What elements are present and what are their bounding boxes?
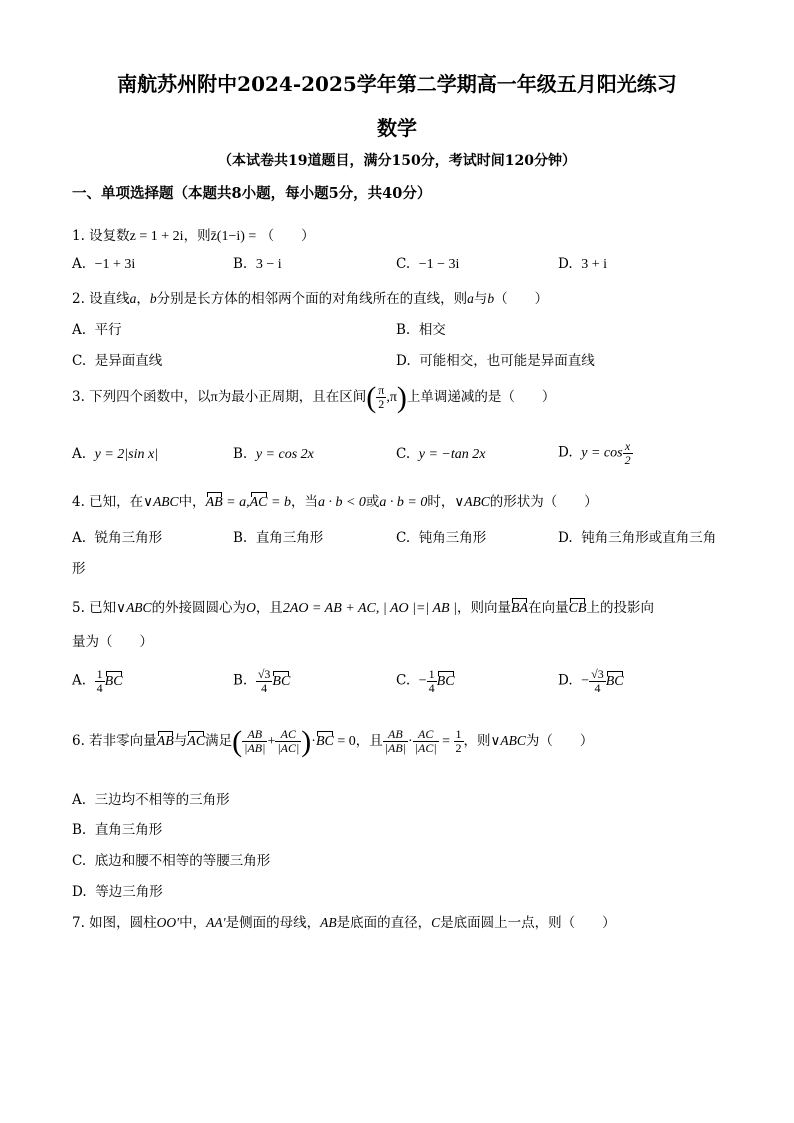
q6-eq: = [438, 734, 454, 749]
q1-option-a [72, 256, 135, 273]
q1-prefix: 1. 设复数 [72, 228, 130, 244]
q3-option-a [72, 446, 158, 463]
q4-abc: ABC [153, 494, 179, 509]
option-label: D. [558, 256, 573, 272]
q6-frac4 [413, 728, 439, 754]
frac-num: √3 [257, 667, 271, 681]
q4-vector-ab: AB [205, 495, 223, 510]
frac-den: 4 [428, 680, 435, 695]
q2-mid: 分别是长方体的相邻两个面的对角线所在的直线，则 [156, 291, 468, 307]
option-label: A. [72, 792, 87, 808]
q6-plus: + [267, 734, 276, 749]
q4-eq2: = b [267, 495, 291, 510]
option-coef [95, 668, 105, 694]
option-text: 底边和腰不相等的等腰三角形 [94, 853, 271, 869]
question-4 [72, 490, 598, 511]
q5-expr: 2AO = AB + AC, | AO |=| AB | [282, 601, 457, 616]
q6-option-b [72, 818, 162, 838]
q5-o: O [246, 600, 256, 615]
q6-option-c [72, 849, 270, 869]
frac-den: 2 [455, 741, 462, 755]
q5-option-b [233, 668, 290, 694]
frac-num: AB [383, 728, 408, 742]
option-label: A. [72, 530, 87, 546]
q6-half [454, 728, 464, 754]
option-label: A. [72, 672, 87, 689]
q7-aa: AA′ [206, 915, 226, 930]
q5-option-d [558, 668, 624, 694]
option-text: 3 − i [255, 257, 282, 272]
q5-option-c [396, 668, 455, 694]
option-coef [256, 668, 273, 694]
q4-option-d-wrap: 形 [72, 561, 86, 577]
option-label: A. [72, 256, 87, 272]
option-label: A. [72, 322, 87, 338]
q2-var-b: b [149, 291, 157, 306]
frac-num: x [623, 440, 633, 454]
q6-frac3 [383, 728, 408, 754]
q6-vector-ab: AB [156, 734, 174, 749]
option-label: B. [233, 530, 248, 546]
question-5 [72, 596, 654, 617]
q5-mid2: ，且 [255, 600, 283, 616]
q5-suffix: 上的投影向 [586, 600, 654, 616]
q6-prefix: 6. 若非零向量 [72, 733, 157, 749]
q4-suffix: 的形状为（ ） [489, 494, 598, 510]
option-text: y = cos 2x [255, 447, 314, 462]
option-text: 可能相交，也可能是异面直线 [419, 353, 595, 369]
option-label: C. [396, 446, 411, 462]
q6-abc: ABC [500, 733, 526, 748]
q6-option-a [72, 788, 230, 808]
q6-mid2: ，且 [355, 733, 383, 749]
q4-mid3: 时，∨ [427, 494, 465, 510]
q2-option-d [396, 349, 595, 369]
option-text: 直角三角形 [255, 530, 324, 546]
q1-option-c [396, 256, 459, 273]
section-heading: 一、单项选择题（本题共8小题，每小题5分，共40分） [72, 185, 432, 202]
q4-option-b [233, 526, 323, 546]
option-label: C. [72, 353, 87, 369]
option-vector: BC [436, 673, 455, 689]
q4-mid1: 中， [178, 494, 206, 510]
q6-dot2: · [408, 734, 413, 749]
option-label: D. [396, 353, 411, 369]
q3-option-c [396, 446, 485, 463]
q6-paren-right: ) [301, 725, 312, 758]
option-text: 平行 [94, 322, 122, 338]
question-6 [72, 725, 594, 758]
q5-line2: 量为（ ） [72, 634, 153, 650]
q7-ab: AB [320, 915, 337, 930]
q4-eq1: = a, [222, 495, 250, 510]
q1-mid: ，则 [183, 228, 211, 244]
frac-num: 1 [455, 727, 462, 742]
q1-option-d [558, 256, 607, 273]
frac-den: |AC| [414, 741, 437, 755]
q6-option-d [72, 880, 163, 900]
q3-interval-tail: ,π [386, 390, 397, 405]
option-text: 三边均不相等的三角形 [94, 792, 230, 808]
q3-prefix: 3. 下列四个函数中，以 [72, 389, 211, 405]
q1-expr: z = 1 + 2i [129, 229, 184, 244]
q5-mid4: 在向量 [528, 600, 569, 616]
frac-den: 2 [378, 397, 385, 411]
q4-option-a [72, 526, 162, 546]
q4-cond1: a · b < 0 [317, 495, 366, 510]
option-label: B. [233, 256, 248, 272]
frac-num: π [378, 383, 385, 398]
option-text: 锐角三角形 [94, 530, 163, 546]
frac-den: 4 [594, 680, 601, 695]
option-coef [589, 668, 606, 694]
q1-option-b [233, 256, 282, 273]
frac-den: |AB| [244, 741, 266, 755]
question-2 [72, 287, 548, 307]
option-label: B. [233, 672, 248, 689]
option-sign: − [581, 673, 590, 689]
option-label: D. [558, 672, 573, 689]
q7-mid3: 是底面的直径， [336, 915, 432, 931]
q4-abc2: ABC [464, 494, 490, 509]
frac-num: √3 [591, 667, 604, 681]
q7-mid2: 是侧面的母线， [225, 915, 321, 931]
q6-frac1 [242, 728, 267, 754]
q3-paren-right: ) [396, 381, 407, 414]
q2-var-b2: b [487, 291, 495, 306]
q2-suffix: （ ） [494, 291, 549, 307]
option-text: y = 2|sin x| [94, 447, 159, 462]
option-label: D. [558, 530, 573, 546]
option-text: 钝角三角形 [418, 530, 487, 546]
frac-den: 4 [261, 680, 268, 695]
option-vector: BC [104, 673, 123, 689]
q4-prefix: 4. 已知，在∨ [72, 494, 154, 510]
frac-num: 1 [428, 667, 435, 681]
frac-num: AC [275, 728, 301, 742]
q5-mid1: 的外接圆圆心为 [151, 600, 247, 616]
option-text: −1 − 3i [418, 257, 460, 272]
q6-eq0: = 0 [333, 734, 356, 749]
option-label: C. [72, 853, 87, 869]
q6-vector-bc: BC [315, 734, 334, 749]
q6-paren-left: ( [232, 725, 243, 758]
q6-mid1: 满足 [205, 733, 233, 749]
q3-suffix: 上单调递减的是（ ） [406, 389, 556, 405]
q7-suffix: 是底面圆上一点，则（ ） [440, 915, 616, 931]
q6-yu: 与 [173, 733, 188, 749]
q6-frac2 [275, 728, 301, 754]
option-label: C. [396, 530, 411, 546]
q4-cond2: a · b = 0 [379, 495, 428, 510]
q6-vector-ac: AC [187, 734, 206, 749]
q1-expr2: z̄(1−i) = [210, 229, 257, 244]
exam-note: （本试卷共19道题目，满分150分，考试时间120分钟） [218, 153, 576, 169]
frac-num: 1 [96, 667, 103, 681]
frac-den: 2 [624, 452, 631, 467]
frac-den: 4 [96, 680, 103, 695]
q2-comma: ， [136, 291, 150, 307]
q7-prefix: 7. 如图，圆柱 [72, 915, 157, 931]
question-1 [72, 224, 315, 245]
q3-pi: π [210, 390, 218, 405]
option-label: C. [396, 256, 411, 272]
option-coef [427, 668, 437, 694]
q3-d-frac [623, 440, 633, 466]
q2-option-a [72, 318, 122, 338]
q3-option-d [558, 440, 633, 466]
option-label: C. [396, 672, 411, 689]
q5-mid3: ，则向量 [456, 600, 511, 616]
option-text: y = −tan 2x [418, 447, 486, 462]
option-sign: − [418, 673, 427, 689]
q5-abc: ABC [126, 600, 152, 615]
q7-c: C [431, 915, 441, 930]
option-label: D. [72, 884, 87, 900]
frac-num: AC [413, 728, 439, 742]
option-text: 直角三角形 [94, 822, 163, 838]
option-text: 3 + i [581, 257, 608, 272]
frac-num: AB [242, 728, 267, 742]
frac-den: |AC| [277, 741, 300, 755]
exam-title: 南航苏州附中2024-2025学年第二学期高一年级五月阳光练习 [117, 72, 677, 96]
option-label: A. [72, 446, 87, 462]
frac-den: |AB| [384, 741, 407, 755]
q6-suffix: 为（ ） [525, 733, 594, 749]
q2-option-b [396, 318, 446, 338]
option-label: B. [72, 822, 87, 838]
q4-vector-ac: AC [249, 495, 268, 510]
option-text: 钝角三角形或直角三角 [581, 530, 717, 546]
option-text: 等边三角形 [95, 884, 163, 900]
q3-mid: 为最小正周期，且在区间 [217, 389, 367, 405]
q4-option-c [396, 526, 486, 546]
option-vector: BC [605, 673, 624, 689]
q7-mid1: 中， [179, 915, 207, 931]
option-vector: BC [272, 673, 291, 689]
q4-option-d [558, 526, 716, 546]
q1-suffix: （ ） [260, 228, 315, 244]
subject-title: 数学 [377, 116, 417, 140]
option-text: y = cos [581, 445, 623, 461]
q5-vector-ba: BA [510, 601, 529, 616]
option-label: B. [396, 322, 411, 338]
option-text: 是异面直线 [94, 353, 163, 369]
q2-var-a: a [129, 291, 137, 306]
question-7 [72, 911, 616, 931]
q5-prefix: 5. 已知∨ [72, 600, 127, 616]
q4-mid2: ，当 [290, 494, 318, 510]
q5-option-a [72, 668, 123, 694]
option-text: −1 + 3i [94, 257, 136, 272]
q2-var-a2: a [467, 291, 474, 306]
q5-vector-cb: CB [568, 601, 587, 616]
q2-yu: 与 [473, 291, 488, 307]
q4-or: 或 [365, 494, 380, 510]
q2-option-c [72, 349, 162, 369]
q6-dot: · [311, 734, 316, 749]
option-text: 相交 [418, 322, 446, 338]
q3-interval-frac [376, 384, 386, 410]
question-3 [72, 381, 556, 414]
q3-paren-left: ( [366, 381, 377, 414]
q2-prefix: 2. 设直线 [72, 291, 130, 307]
q3-option-b [233, 446, 314, 463]
q6-mid3: ，则∨ [463, 733, 501, 749]
option-label: B. [233, 446, 248, 462]
q7-oo: OO′ [156, 915, 180, 930]
option-label: D. [558, 444, 573, 461]
